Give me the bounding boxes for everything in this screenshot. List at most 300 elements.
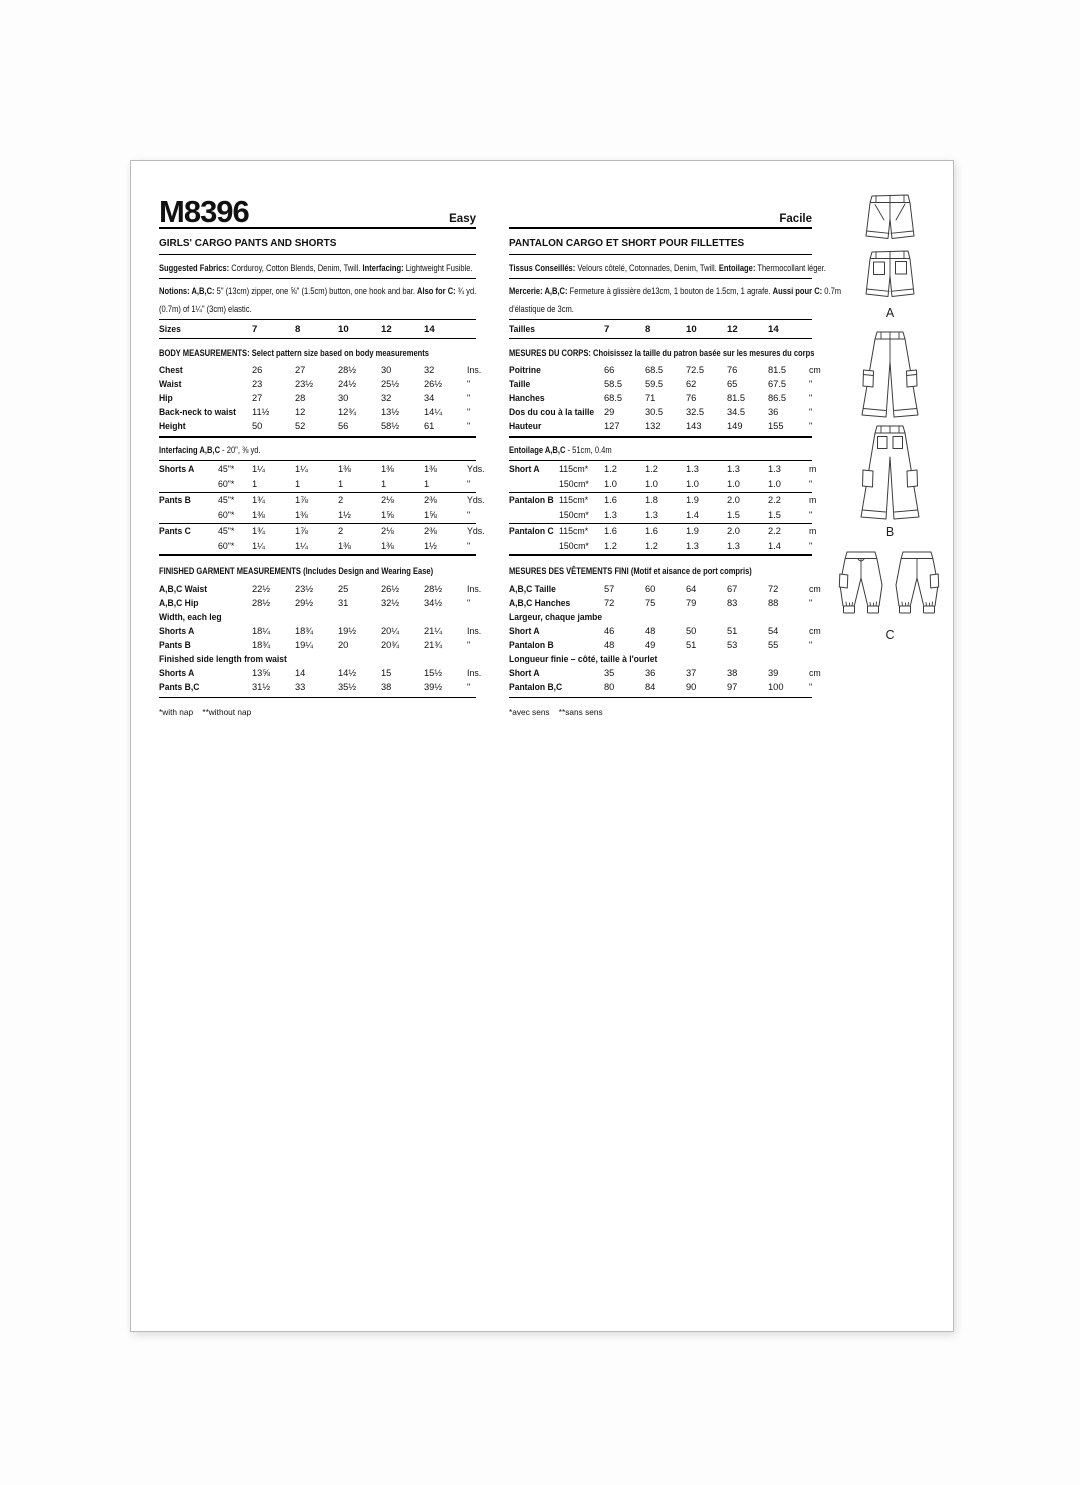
- value-cell: 30.5: [645, 407, 664, 417]
- unit-cell: Ins.: [467, 668, 482, 678]
- body-measurements-heading-en: BODY MEASUREMENTS: Select pattern size based on body measurements: [159, 348, 429, 358]
- table-row: [159, 638, 476, 652]
- value-cell: 1⅜: [252, 510, 265, 520]
- text-segment: Lightweight Fusible.: [403, 263, 473, 273]
- unit-cell: ": [809, 407, 813, 417]
- unit-cell: ": [809, 510, 813, 520]
- unit-cell: m: [809, 495, 817, 505]
- table-row: [159, 680, 476, 694]
- row-label: Pants B: [159, 640, 191, 650]
- value-cell: 35½: [338, 682, 357, 692]
- unit-cell: Ins.: [467, 584, 482, 594]
- value-cell: 12: [381, 323, 392, 335]
- unit-cell: ": [809, 541, 813, 551]
- unit-cell: ": [467, 407, 471, 417]
- row-label: Dos du cou à la taille: [509, 407, 595, 417]
- value-cell: 127: [604, 421, 620, 431]
- value-cell: 7: [252, 323, 258, 335]
- yardage-table-en: [159, 461, 485, 556]
- value-cell: 56: [338, 421, 349, 431]
- value-cell: 76: [727, 365, 738, 375]
- value-cell: 1.5: [768, 510, 781, 520]
- row-label: Width, each leg: [159, 612, 222, 622]
- french-column: [509, 189, 842, 717]
- table-row: [159, 419, 476, 433]
- value-cell: 15½: [424, 668, 443, 678]
- value-cell: 28½: [338, 365, 357, 375]
- table-row: [509, 610, 812, 624]
- value-cell: 29: [604, 407, 615, 417]
- table-row: [159, 524, 485, 538]
- value-cell: 1⅜: [295, 510, 308, 520]
- value-cell: 58½: [381, 421, 400, 431]
- unit-cell: ": [467, 393, 471, 403]
- table-row: [159, 462, 485, 476]
- value-cell: 86.5: [768, 393, 787, 403]
- value-cell: 28½: [252, 598, 271, 608]
- value-cell: 29½: [295, 598, 314, 608]
- value-cell: 51: [727, 626, 738, 636]
- value-cell: 1.3: [727, 541, 740, 551]
- notions-text-2-en: [159, 303, 252, 316]
- value-cell: 12: [727, 323, 738, 335]
- text-segment: - 20", ⅜ yd.: [220, 445, 261, 455]
- value-cell: 23½: [295, 379, 314, 389]
- value-cell: 1.8: [645, 495, 658, 505]
- text-segment: Corduroy, Cotton Blends, Denim, Twill.: [229, 263, 363, 273]
- row-label: Pants C: [159, 526, 191, 536]
- text-segment: Tissus Conseillés:: [509, 263, 576, 273]
- text-segment: d'élastique de 3cm.: [509, 304, 574, 314]
- value-cell: 1.2: [604, 464, 617, 474]
- value-cell: 90: [686, 682, 697, 692]
- value-cell: 19½: [338, 626, 357, 636]
- text-segment: Interfacing:: [362, 263, 404, 273]
- text-segment: 0.7m: [822, 286, 842, 296]
- value-cell: 2: [338, 526, 344, 536]
- value-cell: 64: [686, 584, 697, 594]
- value-cell: 24½: [338, 379, 357, 389]
- value-cell: 67.5: [768, 379, 787, 389]
- english-column: [159, 189, 485, 717]
- value-cell: 1½: [424, 541, 437, 551]
- value-cell: 1⅜: [424, 464, 437, 474]
- value-cell: 22½: [252, 584, 271, 594]
- value-cell: 57: [604, 584, 615, 594]
- value-cell: 1.4: [686, 510, 699, 520]
- value-cell: 72: [604, 598, 615, 608]
- table-row: [509, 377, 812, 391]
- unit-cell: ": [467, 510, 471, 520]
- pattern-number: M8396: [159, 194, 249, 229]
- value-cell: 25½: [381, 379, 400, 389]
- fabric-width-label: 150cm*: [559, 479, 589, 489]
- table-row: [159, 493, 485, 507]
- text-segment: ¾ yd.: [455, 286, 477, 296]
- value-cell: 46: [604, 626, 615, 636]
- text-segment: Mercerie: A,B,C:: [509, 286, 568, 296]
- value-cell: 32.5: [686, 407, 705, 417]
- value-cell: 149: [727, 421, 743, 431]
- view-b-label: B: [885, 525, 895, 539]
- value-cell: 14: [295, 668, 306, 678]
- row-label: Hanches: [509, 393, 545, 403]
- value-cell: 32: [381, 393, 392, 403]
- value-cell: 1: [424, 479, 430, 489]
- nap-footnote-fr: *avec sens **sans sens: [509, 707, 603, 717]
- value-cell: 26: [252, 365, 263, 375]
- difficulty-label-fr: Facile: [779, 213, 812, 225]
- value-cell: 26½: [424, 379, 443, 389]
- value-cell: 62: [686, 379, 697, 389]
- fabric-width-label: 115cm*: [559, 526, 589, 536]
- value-cell: 36: [768, 407, 779, 417]
- nap-footnote-en: *with nap **without nap: [159, 707, 252, 717]
- value-cell: 1.9: [686, 526, 699, 536]
- row-label: Sizes: [159, 324, 181, 334]
- value-cell: 1: [295, 479, 301, 489]
- value-cell: 12: [295, 407, 306, 417]
- value-cell: 14: [424, 323, 435, 335]
- value-cell: 59.5: [645, 379, 664, 389]
- value-cell: 25: [338, 584, 349, 594]
- row-label: Chest: [159, 365, 183, 375]
- value-cell: 28: [295, 393, 306, 403]
- table-row: [159, 507, 476, 524]
- body-measurements-table-en: [159, 362, 482, 438]
- row-label: Hauteur: [509, 421, 542, 431]
- value-cell: 1.3: [686, 541, 699, 551]
- value-cell: 76: [686, 393, 697, 403]
- fabrics-line-en: [159, 255, 476, 279]
- value-cell: 2⅜: [424, 495, 437, 505]
- table-row: [159, 652, 476, 666]
- garment-title-en: GIRLS' CARGO PANTS AND SHORTS: [159, 238, 337, 249]
- table-row: [509, 582, 821, 596]
- view-a-front-illustration: [858, 191, 922, 247]
- value-cell: 51: [686, 640, 697, 650]
- table-row: [509, 666, 821, 680]
- value-cell: 1⅜: [381, 541, 394, 551]
- value-cell: 39: [768, 668, 779, 678]
- value-cell: 1½: [338, 510, 351, 520]
- fabric-width-label: 60"*: [218, 479, 235, 489]
- value-cell: 55: [768, 640, 779, 650]
- row-label: Largeur, chaque jambe: [509, 612, 603, 622]
- unit-cell: ": [809, 640, 813, 650]
- finished-measurements-heading-en: FINISHED GARMENT MEASUREMENTS (Includes Design and Wearing Ease): [159, 566, 434, 576]
- value-cell: 12¾: [338, 407, 357, 417]
- row-label: Back-neck to waist: [159, 407, 237, 417]
- value-cell: 35: [604, 668, 615, 678]
- row-label: A,B,C Hip: [159, 598, 199, 608]
- value-cell: 52: [295, 421, 306, 431]
- table-row: [159, 582, 482, 596]
- value-cell: 1¾: [252, 526, 265, 536]
- view-b-back-illustration: [851, 422, 929, 524]
- value-cell: 83: [727, 598, 738, 608]
- row-label: Short A: [509, 668, 540, 678]
- value-cell: 48: [604, 640, 615, 650]
- unit-cell: Yds.: [467, 526, 485, 536]
- value-cell: 1⅝: [381, 510, 394, 520]
- french-header: [509, 189, 812, 229]
- table-row: [509, 524, 817, 538]
- table-row: [509, 652, 812, 666]
- value-cell: 79: [686, 598, 697, 608]
- value-cell: 1.4: [768, 541, 781, 551]
- value-cell: 100: [768, 682, 784, 692]
- value-cell: 30: [381, 365, 392, 375]
- view-b-front-illustration: [851, 328, 929, 422]
- table-row: [509, 596, 812, 610]
- value-cell: 2.2: [768, 526, 781, 536]
- value-cell: 1⅞: [295, 495, 308, 505]
- value-cell: 33: [295, 682, 306, 692]
- row-label: Shorts A: [159, 626, 195, 636]
- text-segment: (0.7m) of 1¼" (3cm) elastic.: [159, 304, 252, 314]
- value-cell: 65: [727, 379, 738, 389]
- row-label: Height: [159, 421, 186, 431]
- view-c-label: C: [885, 628, 895, 642]
- value-cell: 81.5: [727, 393, 746, 403]
- value-cell: 20: [338, 640, 349, 650]
- table-row: [509, 363, 821, 377]
- fabric-width-label: 45"*: [218, 495, 235, 505]
- unit-cell: ": [809, 598, 813, 608]
- value-cell: 1.0: [727, 479, 740, 489]
- value-cell: 1.5: [727, 510, 740, 520]
- table-row: [509, 624, 821, 638]
- value-cell: 132: [645, 421, 661, 431]
- value-cell: 32½: [381, 598, 400, 608]
- value-cell: 38: [727, 668, 738, 678]
- value-cell: 1.3: [645, 510, 658, 520]
- value-cell: 31½: [252, 682, 271, 692]
- value-cell: 21¾: [424, 640, 443, 650]
- notions-line-en: [159, 279, 476, 320]
- value-cell: 39½: [424, 682, 443, 692]
- table-row: [159, 538, 476, 556]
- value-cell: 1¼: [295, 464, 308, 474]
- text-segment: Velours côtelé, Cotonnades, Denim, Twill.: [575, 263, 719, 273]
- view-a-label: A: [885, 306, 895, 320]
- value-cell: 88: [768, 598, 779, 608]
- value-cell: 20¾: [381, 640, 400, 650]
- value-cell: 1.2: [645, 464, 658, 474]
- body-measurements-heading-fr: MESURES DU CORPS: Choisissez la taille du patron basée sur les mesures du corps: [509, 348, 815, 358]
- value-cell: 49: [645, 640, 656, 650]
- value-cell: 2⅛: [381, 526, 394, 536]
- fabrics-text-fr: [509, 262, 826, 275]
- value-cell: 2.0: [727, 495, 740, 505]
- value-cell: 31: [338, 598, 349, 608]
- value-cell: 1⅝: [424, 510, 437, 520]
- table-row: [509, 391, 812, 405]
- view-a-back-illustration: [858, 247, 922, 305]
- value-cell: 2: [338, 495, 344, 505]
- fabrics-line-fr: [509, 255, 826, 279]
- row-label: Taille: [509, 379, 531, 389]
- value-cell: 27: [295, 365, 306, 375]
- row-label: Pantalon B: [509, 640, 554, 650]
- value-cell: 1.0: [604, 479, 617, 489]
- english-header: [159, 189, 476, 229]
- value-cell: 32: [424, 365, 435, 375]
- text-segment: Suggested Fabrics:: [159, 263, 230, 273]
- interfacing-text-fr: [509, 444, 612, 457]
- value-cell: 34: [424, 393, 435, 403]
- value-cell: 18¼: [252, 626, 271, 636]
- value-cell: 1.3: [768, 464, 781, 474]
- value-cell: 14½: [338, 668, 357, 678]
- row-label: Short A: [509, 626, 540, 636]
- table-row: [159, 610, 476, 624]
- value-cell: 7: [604, 323, 610, 335]
- table-row: [509, 322, 812, 336]
- value-cell: 71: [645, 393, 656, 403]
- table-row: [159, 624, 482, 638]
- text-segment: Aussi pour C:: [772, 286, 823, 296]
- table-row: [509, 680, 812, 694]
- value-cell: 68.5: [645, 365, 664, 375]
- table-row: [159, 666, 482, 680]
- value-cell: 1⅜: [338, 541, 351, 551]
- value-cell: 2.0: [727, 526, 740, 536]
- unit-cell: Ins.: [467, 365, 482, 375]
- value-cell: 13½: [381, 407, 400, 417]
- text-segment: Entoilage A,B,C: [509, 445, 566, 455]
- garment-title-fr: PANTALON CARGO ET SHORT POUR FILLETTES: [509, 238, 745, 249]
- value-cell: 72.5: [686, 365, 705, 375]
- value-cell: 15: [381, 668, 392, 678]
- fabrics-text-en: [159, 262, 473, 275]
- interfacing-line-fr: [509, 438, 812, 461]
- value-cell: 13⅝: [252, 668, 271, 678]
- value-cell: 97: [727, 682, 738, 692]
- unit-cell: m: [809, 464, 817, 474]
- notions-text-1-fr: [509, 285, 841, 298]
- row-label: Pantalon C: [509, 526, 554, 536]
- fabric-width-label: 45"*: [218, 526, 235, 536]
- unit-cell: Ins.: [467, 626, 482, 636]
- notions-line-fr: [509, 279, 842, 320]
- value-cell: 21¼: [424, 626, 443, 636]
- unit-cell: ": [809, 421, 813, 431]
- unit-cell: cm: [809, 584, 821, 594]
- unit-cell: Yds.: [467, 495, 485, 505]
- table-row: [509, 419, 812, 433]
- sizes-row-en: [159, 320, 476, 339]
- value-cell: 1.6: [604, 495, 617, 505]
- unit-cell: ": [467, 640, 471, 650]
- fabric-width-label: 60"*: [218, 510, 235, 520]
- yardage-table-fr: [509, 461, 817, 556]
- unit-cell: ": [809, 479, 813, 489]
- table-row: [159, 322, 476, 336]
- value-cell: 1.9: [686, 495, 699, 505]
- unit-cell: ": [467, 682, 471, 692]
- row-label: Waist: [159, 379, 182, 389]
- table-row: [509, 638, 812, 652]
- finished-measurements-heading-fr: MESURES DES VÊTEMENTS FINI (Motif et aisance de port compris): [509, 566, 752, 576]
- value-cell: 2.2: [768, 495, 781, 505]
- finished-measurements-table-en: [159, 581, 482, 698]
- value-cell: 1: [381, 479, 387, 489]
- table-row: [509, 507, 812, 524]
- value-cell: 1.3: [727, 464, 740, 474]
- value-cell: 38: [381, 682, 392, 692]
- view-c-illustration: [834, 547, 946, 627]
- value-cell: 84: [645, 682, 656, 692]
- value-cell: 37: [686, 668, 697, 678]
- fabric-width-label: 115cm*: [559, 495, 589, 505]
- value-cell: 155: [768, 421, 784, 431]
- row-label: Pantalon B,C: [509, 682, 563, 692]
- unit-cell: ": [467, 541, 471, 551]
- value-cell: 80: [604, 682, 615, 692]
- unit-cell: ": [467, 421, 471, 431]
- value-cell: 10: [338, 323, 349, 335]
- value-cell: 1.6: [645, 526, 658, 536]
- fabric-width-label: 150cm*: [559, 510, 589, 520]
- value-cell: 75: [645, 598, 656, 608]
- value-cell: 10: [686, 323, 697, 335]
- table-row: [159, 363, 482, 377]
- table-row: [159, 405, 476, 419]
- difficulty-label-en: Easy: [449, 213, 476, 225]
- table-row: [159, 377, 476, 391]
- value-cell: 54: [768, 626, 779, 636]
- value-cell: 50: [252, 421, 263, 431]
- value-cell: 50: [686, 626, 697, 636]
- value-cell: 1.2: [604, 541, 617, 551]
- value-cell: 67: [727, 584, 738, 594]
- table-row: [509, 476, 812, 493]
- value-cell: 1¼: [252, 464, 265, 474]
- title-line-en: [159, 229, 476, 255]
- row-label: Longueur finie – côté, taille à l'ourlet: [509, 654, 658, 664]
- table-row: [509, 405, 812, 419]
- value-cell: 1.0: [686, 479, 699, 489]
- value-cell: 14: [768, 323, 779, 335]
- text-segment: - 51cm, 0.4m: [565, 445, 612, 455]
- value-cell: 26½: [381, 584, 400, 594]
- value-cell: 23: [252, 379, 263, 389]
- value-cell: 23½: [295, 584, 314, 594]
- value-cell: 8: [295, 323, 301, 335]
- value-cell: 1.0: [768, 479, 781, 489]
- value-cell: 14¼: [424, 407, 443, 417]
- text-segment: Notions: A,B,C:: [159, 286, 215, 296]
- row-label: A,B,C Taille: [509, 584, 556, 594]
- value-cell: 1.3: [604, 510, 617, 520]
- value-cell: 1¼: [252, 541, 265, 551]
- value-cell: 1.0: [645, 479, 658, 489]
- row-label: Finished side length from waist: [159, 654, 287, 664]
- value-cell: 36: [645, 668, 656, 678]
- row-label: A,B,C Hanches: [509, 598, 571, 608]
- value-cell: 18¾: [295, 626, 314, 636]
- value-cell: 19¼: [295, 640, 314, 650]
- value-cell: 72: [768, 584, 779, 594]
- fabric-width-label: 45"*: [218, 464, 235, 474]
- interfacing-text-en: [159, 444, 261, 457]
- unit-cell: ": [809, 393, 813, 403]
- notions-text-1-en: [159, 285, 476, 298]
- value-cell: 1.2: [645, 541, 658, 551]
- body-measurements-table-fr: [509, 362, 821, 438]
